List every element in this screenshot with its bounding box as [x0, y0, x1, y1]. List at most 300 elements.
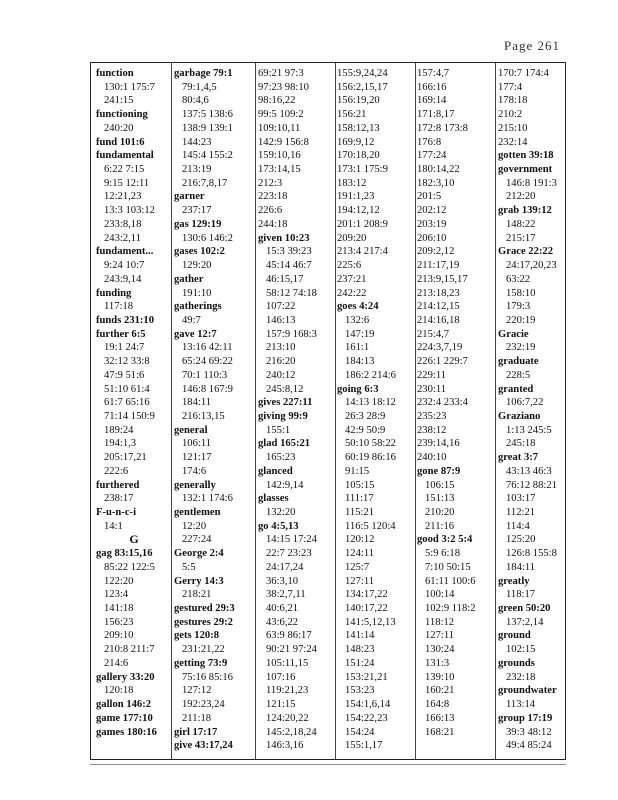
index-reference: 154:22,23	[345, 712, 388, 724]
index-reference: 61:11 100:6	[425, 575, 476, 587]
index-reference: 216:7,8,17	[182, 177, 228, 189]
index-reference: 215:17	[506, 232, 536, 244]
index-reference: 226:6	[258, 205, 283, 217]
index-reference: 225:6	[337, 260, 362, 272]
index-reference: 134:17,22	[345, 589, 388, 601]
index-term: gatherings	[174, 301, 222, 313]
index-reference: 43:13 46:3	[506, 465, 552, 477]
column-divider	[495, 63, 496, 759]
index-reference: 170:18,20	[337, 150, 380, 162]
index-term: gotten 39:18	[498, 150, 554, 162]
column-divider	[415, 63, 416, 759]
index-reference: 106:11	[182, 438, 212, 450]
index-term: garbage 79:1	[174, 68, 233, 79]
index-reference: 231:21,22	[182, 644, 225, 656]
index-reference: 214:12,15	[417, 301, 460, 313]
index-reference: 229:11	[417, 369, 447, 381]
index-reference: 70:1 110:3	[182, 369, 228, 381]
index-reference: 228:5	[506, 369, 531, 381]
index-term: functioning	[96, 109, 148, 121]
index-term: gases 102:2	[174, 246, 225, 258]
index-reference: 63:9 86:17	[266, 630, 312, 642]
index-reference: 186:2 214:6	[345, 369, 396, 381]
index-reference: 211:16	[425, 520, 455, 532]
index-reference: 237:21	[337, 273, 367, 285]
index-term: graduate	[498, 356, 539, 368]
index-reference: 191:10	[182, 287, 212, 299]
index-reference: 99:5 109:2	[258, 109, 304, 121]
index-reference: 5:5	[182, 561, 196, 573]
index-reference: 238:12	[417, 424, 447, 436]
index-reference: 237:17	[182, 205, 212, 217]
index-term: furthered	[96, 479, 140, 491]
index-reference: 184:11	[182, 397, 212, 409]
index-reference: 240:10	[417, 452, 447, 464]
index-reference: 210:20	[425, 507, 455, 518]
index-reference: 212:3	[258, 177, 283, 189]
index-reference: 155:1,17	[345, 740, 383, 752]
index-reference: 117:18	[104, 301, 134, 313]
index-reference: 127:11	[345, 575, 375, 587]
index-reference: 222:6	[104, 465, 129, 477]
index-reference: 232:4 233:4	[417, 397, 468, 409]
index-reference: 115:21	[345, 507, 375, 518]
index-reference: 146:13	[266, 314, 296, 326]
index-reference: 201:5	[417, 191, 442, 203]
index-reference: 100:14	[425, 589, 455, 601]
index-reference: 232:19	[506, 342, 536, 354]
index-reference: 123:4	[104, 589, 129, 601]
index-reference: 166:16	[417, 81, 447, 93]
index-reference: 146:3,16	[266, 740, 304, 752]
index-reference: 215:4,7	[417, 328, 450, 340]
index-reference: 189:24	[104, 424, 134, 436]
index-reference: 122:20	[104, 575, 134, 587]
index-reference: 60:19 86:16	[345, 452, 396, 464]
index-reference: 161:1	[345, 342, 370, 354]
index-reference: 183:12	[337, 177, 367, 189]
index-reference: 153:23	[345, 685, 375, 697]
index-reference: 230:11	[417, 383, 447, 395]
index-column-4	[337, 67, 415, 759]
index-reference: 39:3 48:12	[506, 726, 552, 738]
index-column-1	[96, 67, 172, 759]
index-reference: 61:7 65:16	[104, 397, 150, 409]
page-number: Page 261	[503, 38, 560, 53]
index-reference: 43:6,22	[266, 616, 299, 628]
index-reference: 49:4 85:24	[506, 740, 552, 752]
index-term: grounds	[498, 657, 535, 669]
index-reference: 116:5 120:4	[345, 520, 396, 532]
index-reference: 109:10,11	[258, 122, 301, 134]
index-term: function	[96, 68, 134, 79]
index-column-3	[258, 67, 334, 759]
index-term: fundament...	[96, 246, 154, 258]
index-term: generally	[174, 479, 216, 491]
index-reference: 205:17,21	[104, 452, 147, 464]
index-reference: 111:17	[345, 493, 374, 505]
index-reference: 71:14 150:9	[104, 410, 155, 422]
index-term: gentlemen	[174, 507, 221, 518]
index-reference: 142:9,14	[266, 479, 304, 491]
index-reference: 97:23 98:10	[258, 81, 309, 93]
index-term: Gracie	[498, 328, 529, 340]
index-reference: 213:9,15,17	[417, 273, 468, 285]
index-term: F-u-n-c-i	[96, 507, 137, 518]
index-reference: 170:7 174:4	[498, 68, 549, 79]
index-reference: 132:6	[345, 314, 370, 326]
index-reference: 14:1	[104, 520, 123, 532]
index-reference: 106:15	[425, 479, 455, 491]
index-reference: 160:21	[425, 685, 455, 697]
index-reference: 12:21,23	[104, 191, 142, 203]
index-reference: 76:12 88:21	[506, 479, 557, 491]
index-reference: 215:10	[498, 122, 528, 134]
index-reference: 156:23	[104, 616, 134, 628]
index-reference: 210:8 211:7	[104, 644, 155, 656]
index-reference: 154:24	[345, 726, 375, 738]
index-reference: 240:12	[266, 369, 296, 381]
index-term: gets 120:8	[174, 630, 220, 642]
index-term: give 43:17,24	[174, 740, 233, 752]
index-term: gave 12:7	[174, 328, 217, 340]
index-term: gallon 146:2	[96, 699, 152, 711]
index-reference: 118:12	[425, 616, 455, 628]
index-reference: 245:18	[506, 438, 536, 450]
index-reference: 241:15	[104, 95, 134, 107]
index-reference: 232:14	[498, 136, 528, 148]
index-reference: 165:23	[266, 452, 296, 464]
index-reference: 19:1 24:7	[104, 342, 145, 354]
index-reference: 7:10 50:15	[425, 561, 471, 573]
index-reference: 125:7	[345, 561, 370, 573]
index-term: go 4:5,13	[258, 520, 299, 532]
index-term: George 2:4	[174, 548, 224, 560]
index-reference: 75:16 85:16	[182, 671, 233, 683]
index-reference: 138:9 139:1	[182, 122, 233, 134]
index-reference: 210:2	[498, 109, 523, 121]
index-reference: 240:20	[104, 122, 134, 134]
index-reference: 120:18	[104, 685, 134, 697]
index-reference: 156:2,15,17	[337, 81, 388, 93]
index-term: gag 83:15,16	[96, 548, 153, 560]
index-reference: 1:13 245:5	[506, 424, 552, 436]
index-reference: 227:24	[182, 534, 212, 546]
index-reference: 102:9 118:2	[425, 603, 476, 615]
index-reference: 124:11	[345, 548, 375, 560]
index-reference: 159:10,16	[258, 150, 301, 162]
index-reference: 151:24	[345, 657, 375, 669]
index-reference: 156:19,20	[337, 95, 380, 107]
index-term: gas 129:19	[174, 218, 222, 230]
index-term: getting 73:9	[174, 657, 228, 669]
index-reference: 158:12,13	[337, 122, 380, 134]
index-reference: 146:8 167:9	[182, 383, 233, 395]
index-reference: 184:11	[506, 561, 536, 573]
index-reference: 91:15	[345, 465, 370, 477]
section-letter: G	[129, 532, 139, 547]
index-reference: 63:22	[506, 273, 531, 285]
index-reference: 242:22	[337, 287, 367, 299]
index-reference: 105:11,15	[266, 657, 309, 669]
index-reference: 13:3 103:12	[104, 205, 155, 217]
index-reference: 130:1 175:7	[104, 81, 155, 93]
index-reference: 141:18	[104, 603, 134, 615]
index-reference: 5:9 6:18	[425, 548, 461, 560]
index-reference: 244:18	[258, 218, 288, 230]
index-reference: 148:22	[506, 218, 536, 230]
index-reference: 233:8,18	[104, 218, 142, 230]
index-term: fundamental	[96, 150, 154, 162]
index-reference: 235:23	[417, 410, 447, 422]
index-reference: 12:20	[182, 520, 207, 532]
index-reference: 107:16	[266, 671, 296, 683]
index-reference: 14:13 18:12	[345, 397, 396, 409]
index-reference: 45:14 46:7	[266, 260, 312, 272]
index-reference: 24:17,20,23	[506, 260, 557, 272]
index-reference: 176:8	[417, 136, 442, 148]
index-reference: 24:17,24	[266, 561, 304, 573]
index-reference: 125:20	[506, 534, 536, 546]
index-reference: 214:6	[104, 657, 129, 669]
index-term: gestured 29:3	[174, 603, 235, 615]
index-reference: 50:10 58:22	[345, 438, 396, 450]
index-reference: 173:14,15	[258, 164, 301, 176]
index-reference: 26:3 28:9	[345, 410, 386, 422]
index-reference: 157:9 168:3	[266, 328, 317, 340]
index-reference: 65:24 69:22	[182, 356, 233, 368]
index-reference: 58:12 74:18	[266, 287, 317, 299]
index-reference: 245:8,12	[266, 383, 304, 395]
index-reference: 216:20	[266, 356, 296, 368]
index-reference: 124:20,22	[266, 712, 309, 724]
index-reference: 209:20	[337, 232, 367, 244]
index-reference: 157:4,7	[417, 68, 450, 79]
index-reference: 132:20	[266, 507, 296, 518]
index-reference: 129:20	[182, 260, 212, 272]
index-reference: 40:6,21	[266, 603, 299, 615]
index-reference: 192:23,24	[182, 699, 225, 711]
index-term: games 180:16	[96, 726, 157, 738]
index-reference: 177:4	[498, 81, 523, 93]
index-reference: 6:22 7:15	[104, 164, 145, 176]
index-reference: 168:21	[425, 726, 455, 738]
index-reference: 49:7	[182, 314, 201, 326]
index-reference: 32:12 33:8	[104, 356, 150, 368]
index-reference: 79:1,4,5	[182, 81, 217, 93]
index-term: glad 165:21	[258, 438, 311, 450]
index-reference: 213:18,23	[417, 287, 460, 299]
index-reference: 130:6 146:2	[182, 232, 233, 244]
index-reference: 243:2,11	[104, 232, 141, 244]
index-reference: 232:18	[506, 671, 536, 683]
index-column-5	[417, 67, 495, 759]
footer-rule	[90, 764, 566, 765]
index-reference: 226:1 229:7	[417, 356, 468, 368]
index-reference: 169:14	[417, 95, 447, 107]
index-reference: 137:5 138:6	[182, 109, 233, 121]
index-reference: 174:6	[182, 465, 207, 477]
index-reference: 180:14,22	[417, 164, 460, 176]
index-reference: 36:3,10	[266, 575, 299, 587]
index-term: going 6:3	[337, 383, 379, 395]
index-reference: 85:22 122:5	[104, 561, 155, 573]
index-reference: 202:12	[417, 205, 447, 217]
index-reference: 243:9,14	[104, 273, 142, 285]
index-term: Grace 22:22	[498, 246, 554, 258]
index-term: group 17:19	[498, 712, 553, 724]
index-reference: 223:18	[258, 191, 288, 203]
index-term: grab 139:12	[498, 205, 552, 217]
index-reference: 80:4,6	[182, 95, 209, 107]
index-reference: 121:17	[182, 452, 212, 464]
index-reference: 126:8 155:8	[506, 548, 557, 560]
index-term: further 6:5	[96, 328, 146, 340]
index-reference: 131:3	[425, 657, 450, 669]
index-reference: 140:17,22	[345, 603, 388, 615]
index-term: Gerry 14:3	[174, 575, 224, 587]
index-reference: 194:1,3	[104, 438, 137, 450]
index-reference: 119:21,23	[266, 685, 309, 697]
index-reference: 46:15,17	[266, 273, 304, 285]
index-reference: 14:15 17:24	[266, 534, 317, 546]
index-reference: 118:17	[506, 589, 536, 601]
index-reference: 98:16,22	[258, 95, 296, 107]
index-reference: 213:10	[266, 342, 296, 354]
index-reference: 139:10	[425, 671, 455, 683]
index-reference: 114:4	[506, 520, 530, 532]
index-term: government	[498, 164, 553, 176]
index-term: granted	[498, 383, 534, 395]
index-reference: 148:23	[345, 644, 375, 656]
index-term: goes 4:24	[337, 301, 379, 313]
index-reference: 13:16 42:11	[182, 342, 233, 354]
index-reference: 171:8,17	[417, 109, 455, 121]
index-reference: 15:3 39:23	[266, 246, 312, 258]
index-reference: 154:1,6,14	[345, 699, 391, 711]
index-term: gone 87:9	[417, 465, 461, 477]
index-reference: 191:1,23	[337, 191, 375, 203]
column-divider	[335, 63, 336, 759]
index-reference: 22:7 23:23	[266, 548, 312, 560]
index-term: ground	[498, 630, 531, 642]
index-reference: 211:17,19	[417, 260, 460, 272]
index-reference: 106:7,22	[506, 397, 544, 409]
index-term: gallery 33:20	[96, 671, 155, 683]
index-reference: 213:4 217:4	[337, 246, 388, 258]
index-reference: 107:22	[266, 301, 296, 313]
index-term: greatly	[498, 575, 530, 587]
index-reference: 141:14	[345, 630, 375, 642]
index-column-6	[498, 67, 566, 759]
column-divider	[255, 63, 256, 759]
index-term: glasses	[258, 493, 289, 505]
index-reference: 212:20	[506, 191, 536, 203]
index-term: groundwater	[498, 685, 557, 697]
index-column-2	[174, 67, 254, 759]
index-reference: 156:21	[337, 109, 367, 121]
index-reference: 69:21 97:3	[258, 68, 304, 79]
index-reference: 145:2,18,24	[266, 726, 317, 738]
index-reference: 112:21	[506, 507, 536, 518]
index-term: garner	[174, 191, 205, 203]
index-reference: 113:14	[506, 699, 536, 711]
index-reference: 158:10	[506, 287, 536, 299]
index-term: great 3:7	[498, 452, 539, 464]
index-reference: 146:8 191:3	[506, 177, 557, 189]
index-reference: 103:17	[506, 493, 536, 505]
index-term: game 177:10	[96, 712, 153, 724]
index-reference: 239:14,16	[417, 438, 460, 450]
index-reference: 144:23	[182, 136, 212, 148]
index-reference: 132:1 174:6	[182, 493, 233, 505]
index-term: girl 17:17	[174, 726, 218, 738]
index-reference: 201:1 208:9	[337, 218, 388, 230]
index-reference: 203:19	[417, 218, 447, 230]
index-term: fund 101:6	[96, 136, 145, 148]
index-reference: 238:17	[104, 493, 134, 505]
index-term: gather	[174, 273, 204, 285]
index-reference: 42:9 50:9	[345, 424, 386, 436]
index-reference: 127:12	[182, 685, 212, 697]
index-reference: 209:10	[104, 630, 134, 642]
column-divider	[171, 63, 172, 759]
index-reference: 155:1	[266, 424, 291, 436]
index-term: good 3:2 5:4	[417, 534, 473, 546]
index-reference: 184:13	[345, 356, 375, 368]
index-reference: 151:13	[425, 493, 455, 505]
index-reference: 9:24 10:7	[104, 260, 145, 272]
index-reference: 211:18	[182, 712, 212, 724]
index-reference: 194:12,12	[337, 205, 380, 217]
index-term: giving 99:9	[258, 410, 308, 422]
index-reference: 173:1 175:9	[337, 164, 388, 176]
index-reference: 224:3,7,19	[417, 342, 463, 354]
index-reference: 218:21	[182, 589, 212, 601]
index-reference: 169:9,12	[337, 136, 375, 148]
index-reference: 182:3,10	[417, 177, 455, 189]
index-reference: 142:9 156:8	[258, 136, 309, 148]
index-reference: 38:2,7,11	[266, 589, 306, 601]
index-term: funding	[96, 287, 132, 299]
index-reference: 155:9,24,24	[337, 68, 388, 79]
index-reference: 121:15	[266, 699, 296, 711]
index-term: green 50:20	[498, 603, 551, 615]
index-term: given 10:23	[258, 232, 310, 244]
index-term: funds 231:10	[96, 314, 154, 326]
index-term: Graziano	[498, 410, 541, 422]
index-reference: 220:19	[506, 314, 536, 326]
index-reference: 179:3	[506, 301, 531, 313]
index-reference: 51:10 61:4	[104, 383, 150, 395]
index-term: glanced	[258, 465, 293, 477]
index-reference: 178:18	[498, 95, 528, 107]
index-table	[90, 62, 566, 760]
index-reference: 166:13	[425, 712, 455, 724]
index-term: general	[174, 424, 208, 436]
index-term: gives 227:11	[258, 397, 313, 409]
index-reference: 216:13,15	[182, 410, 225, 422]
index-reference: 127:11	[425, 630, 455, 642]
index-reference: 120:12	[345, 534, 375, 546]
index-reference: 153:21,21	[345, 671, 388, 683]
index-reference: 209:2,12	[417, 246, 455, 258]
index-term: gestures 29:2	[174, 616, 233, 628]
index-reference: 130:24	[425, 644, 455, 656]
index-reference: 145:4 155:2	[182, 150, 233, 162]
index-reference: 164:8	[425, 699, 450, 711]
index-reference: 206:10	[417, 232, 447, 244]
